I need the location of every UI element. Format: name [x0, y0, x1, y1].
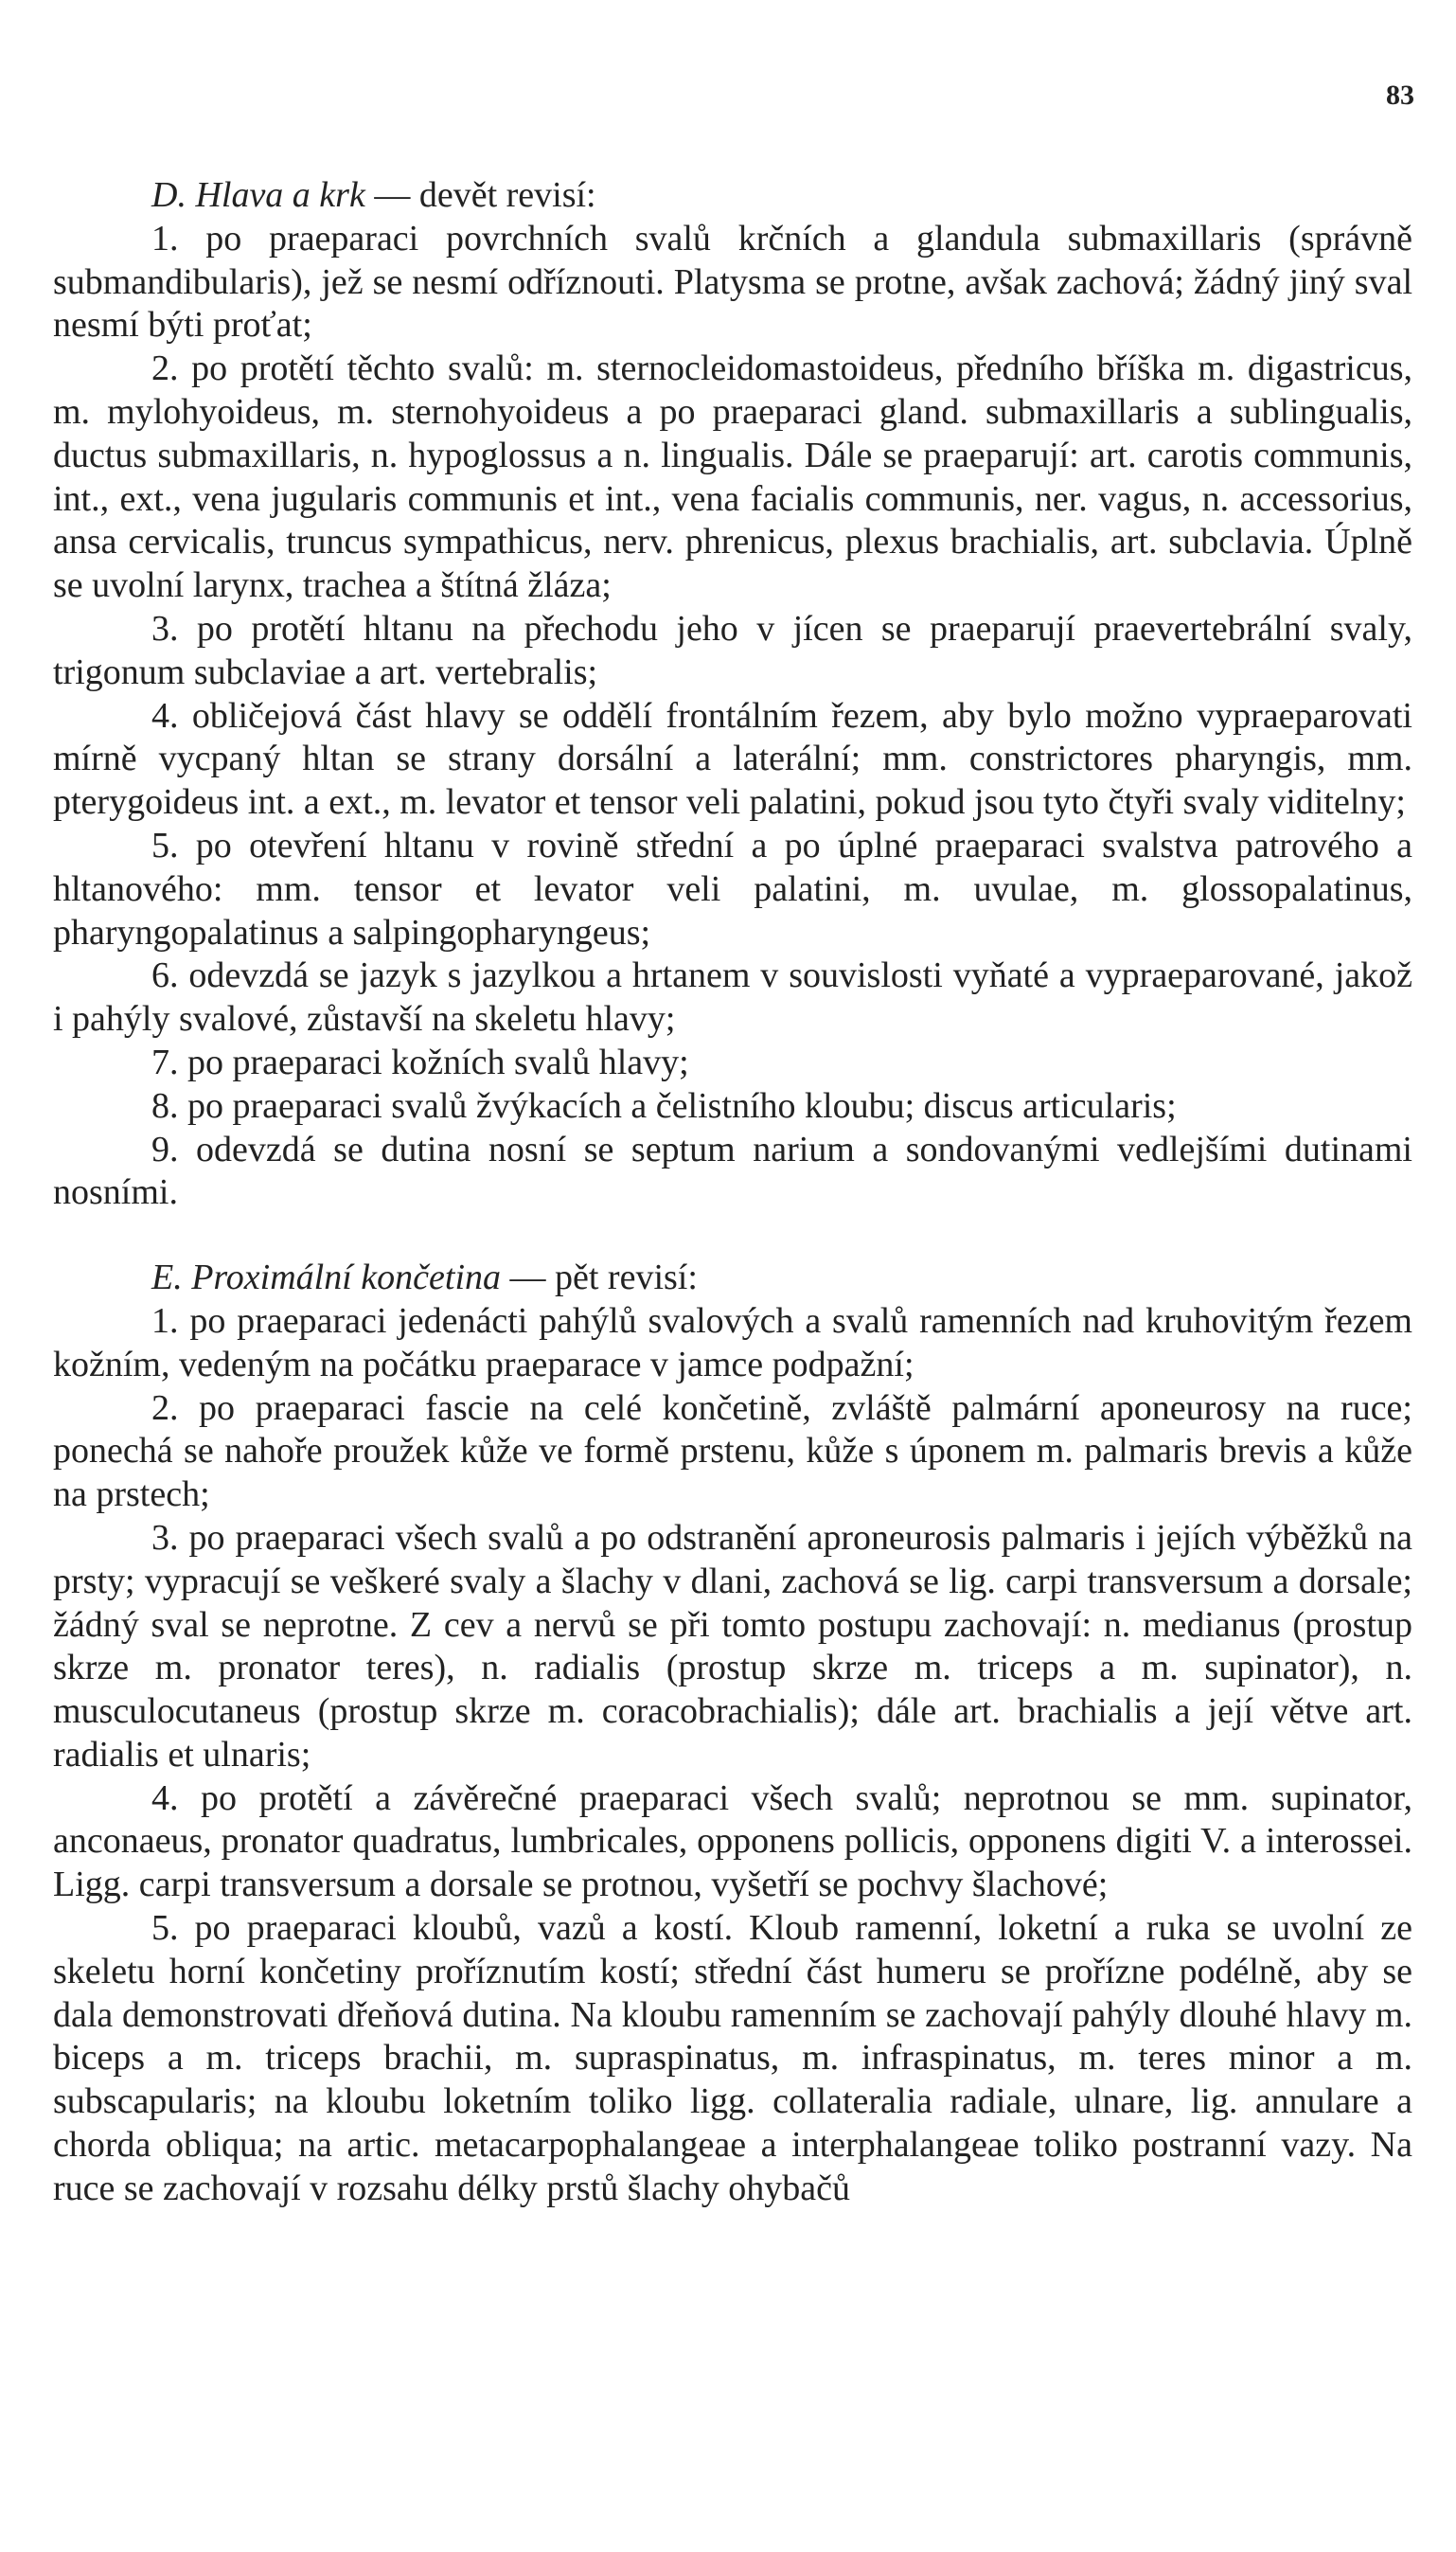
page-body [53, 174, 1412, 2211]
section-d-item-2: 2. po protětí těchto svalů: m. sternocleidomastoideus, předního bříška m. digastricus, m. mylohyoideus, m. sternohyoideus a po praeparaci gland. submaxillaris a sublingualis, ductus submaxillaris, n. hypoglossus a n. lingualis. Dále se praeparují: art. carotis communis, int., ext., vena jugularis communis et int., vena facialis communis, ner. vagus, n. accessorius, ansa cervicalis, truncus sympathicus, nerv. phrenicus, plexus brachialis, art. subclavia. Úplně se uvolní larynx, trachea a štítná žláza; [53, 348, 1412, 606]
section-d-item-5: 5. po otevření hltanu v rovině střední a po úplné praeparaci svalstva patrového a hltanového: mm. tensor et levator veli palatini, m. uvulae, m. glossopalatinus, pharyngopalatinus a salpingopharyngeus; [53, 825, 1412, 953]
section-e-subtitle: — pět revisí: [501, 1258, 698, 1298]
section-gap [53, 1215, 1412, 1257]
section-e-heading [53, 1257, 1412, 1300]
section-d-subtitle: — devět revisí: [364, 175, 596, 215]
page-number: 83 [1386, 80, 1414, 111]
section-e-item-3: 3. po praeparaci všech svalů a po odstranění aproneurosis palmaris i jejích výběžků na prsty; vypracují se veškeré svaly a šlachy v dlani, zachová se lig. carpi transversum a dorsale; žádný sval se neprotne. Z cev a nervů se při tomto postupu zachovají: n. medianus (prostup skrze m. pronator teres), n. radialis (prostup skrze m. triceps a m. supinator), n. musculocutaneus (prostup skrze m. coracobrachialis); dále art. brachialis a její větve art. radialis et ulnaris; [53, 1517, 1412, 1775]
section-e-item-4: 4. po protětí a závěrečné praeparaci všech svalů; neprotnou se mm. supinator, anconaeus, pronator quadratus, lumbricales, opponens pollicis, opponens digiti V. a interossei. Ligg. carpi transversum a dorsale se protnou, vyšetří se pochvy šlachové; [53, 1777, 1412, 1905]
section-d-item-1: 1. po praeparaci povrchních svalů krčních a glandula submaxillaris (správně submandibularis), jež se nesmí odříznouti. Platysma se protne, avšak zachová; žádný jiný sval nesmí býti proťat; [53, 218, 1412, 346]
section-d-item-8: 8. po praeparaci svalů žvýkacích a čelistního kloubu; discus articularis; [151, 1085, 1177, 1126]
section-d-item-3: 3. po protětí hltanu na přechodu jeho v jícen se praeparují praevertebrální svaly, trigonum subclaviae a art. vertebralis; [53, 608, 1412, 692]
section-e-item-1: 1. po praeparaci jedenácti pahýlů svalových a svalů ramenních nad kruhovitým řezem kožním, vedeným na počátku praeparace v jamce podpažní; [53, 1300, 1412, 1384]
section-d-item-4: 4. obličejová část hlavy se oddělí frontálním řezem, aby bylo možno vypraeparovati mírně vycpaný hltan se strany dorsální a laterální; mm. constrictores pharyngis, mm. pterygoideus int. a ext., m. levator et tensor veli palatini, pokud jsou tyto čtyři svaly viditelny; [53, 695, 1412, 823]
section-d-item-6: 6. odevzdá se jazyk s jazylkou a hrtanem v souvislosti vyňaté a vypraeparované, jakož i pahýly svalové, zůstavší na skeletu hlavy; [53, 955, 1412, 1040]
section-e-item-2: 2. po praeparaci fascie na celé končetině, zvláště palmární aponeurosy na ruce; ponechá se nahoře proužek kůže ve formě prstenu, kůže s úponem m. palmaris brevis a kůže na prstech; [53, 1387, 1412, 1515]
section-d-item-9: 9. odevzdá se dutina nosní se septum narium a sondovanými vedlejšími dutinami nosními. [53, 1129, 1412, 1213]
section-e-title: E. Proximální končetina [151, 1258, 501, 1298]
section-d-title: D. Hlava a krk [151, 175, 365, 215]
section-d-item-7: 7. po praeparaci kožních svalů hlavy; [151, 1042, 689, 1082]
section-d-heading [53, 174, 1412, 218]
section-e-item-5: 5. po praeparaci kloubů, vazů a kostí. Kloub ramenní, loketní a ruka se uvolní ze skeletu horní končetiny proříznutím kostí; střední část humeru se prořízne podélně, aby se dala demonstrovati dřeňová dutina. Na kloubu ramenním se zachovají pahýly dlouhé hlavy m. biceps a m. triceps brachii, m. supraspinatus, m. infraspinatus, m. teres minor a m. subscapularis; na kloubu loketním toliko ligg. collateralia radiale, ulnare, lig. annulare a chorda obliqua; na artic. metacarpophalangeae a interphalangeae toliko postranní vazy. Na ruce se zachovají v rozsahu délky prstů šlachy ohybačů [53, 1908, 1412, 2208]
